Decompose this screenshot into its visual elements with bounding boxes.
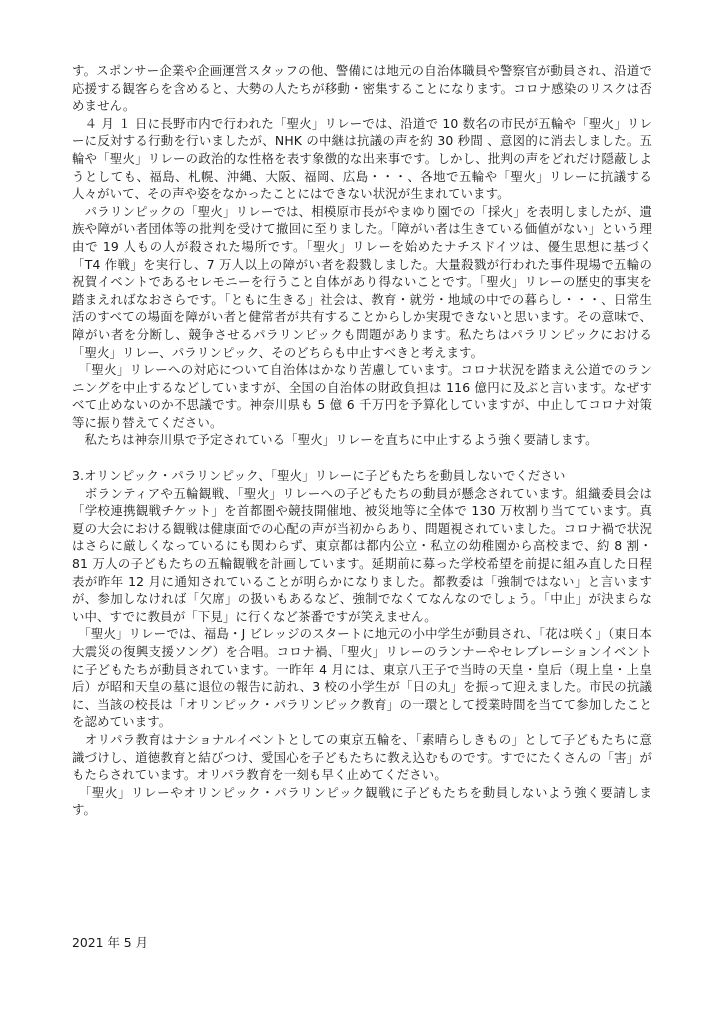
paragraph: ボランティアや五輪観戦、「聖火」リレーへの子どもたちの動員が懸念されています。組織委員会は「学校連携観戦チケット」を首都圏や競技開催地、被災地等に全体で 130 万枚割り当てています。真夏の大会における観戦は健康面での心配の声が当初からあり、問題視されていました。コロナ禍で状況はさらに厳しくなっているにも関わらず、東京都は都内公立・私立の幼稚園から高校まで、約 8 割・81 万人の子どもたちの五輪観戦を計画しています。延期前に募った学校希望を前提に組み直した日程表が昨年 12 月に通知されていることが明らかになりました。都教委は「強制ではない」と言いますが、参加しなければ「欠席」の扱いもあるなど、強制でなくてなんなのでしょう。「中止」が決まらない中、すでに教員が「下見」に行くなど茶番ですが笑えません。: [72, 485, 652, 624]
paragraph: 「聖火」リレーやオリンピック・パラリンピック観戦に子どもたちを動員しないよう強く要請します。: [72, 784, 652, 818]
paragraph: オリパラ教育はナショナルイベントとしての東京五輪を、「素晴らしきもの」として子どもたちに意識づけし、道徳教育と結びつけ、愛国心を子どもたちに教え込むものです。すでにたくさんの「害」がもたらされています。オリパラ教育を一刻も早く止めてください。: [72, 731, 652, 783]
paragraph: す。スポンサー企業や企画運営スタッフの他、警備には地元の自治体職員や警察官が動員され、沿道で応援する観客らを含めると、大勢の人たちが移動・密集することになります。コロナ感染のリスクは否めません。: [72, 63, 652, 114]
paragraph: 「聖火」リレーへの対応について自治体はかなり苦慮しています。コロナ状況を踏まえ公道でのランニングを中止するなどしていますが、全国の自治体の財政負担は 116 億円に及ぶと言います。なぜすべて止めないのか不思議です。神奈川県も 5 億 6 千万円を予算化していますが、中止してコロナ対策等に振り替えてください。: [72, 362, 652, 430]
section-spacer: [72, 449, 652, 467]
paragraph: 「聖火」リレーでは、福島・J ビレッジのスタートに地元の小中学生が動員され、「花は咲く」（東日本大震災の復興支援ソング）を合唱。コロナ禍、「聖火」リレーのランナーやセレブレーションイベントに子どもたちが動員されています。一昨年 4 月には、東京八王子で当時の天皇・皇后（現上皇・上皇后）が昭和天皇の墓に退位の報告に訪れ、3 校の小学生が「日の丸」を振って迎えました。市民の抗議に、当該の校長は「オリンピック・パラリンピック教育」の一環として授業時間を当てて参加したことを認めています。: [72, 626, 652, 730]
document-date: 2021 年 5 月: [72, 935, 149, 950]
document-body: [72, 62, 652, 819]
paragraph: パラリンピックの「聖火」リレーでは、相模原市長がやまゆり園での「採火」を表明しましたが、遺族や障がい者団体等の批判を受けて撤回に至りました。「障がい者は生きている価値がない」という理由で 19 人もの人が殺された場所です。「聖火」リレーを始めたナチスドイツは、優生思想に基づく「T4 作戦」を実行し、7 万人以上の障がい者を殺戮しました。大量殺戮が行われた事件現場で五輪の祝賀イベントであるセレモニーを行うこと自体があり得ないことです。「聖火」リレーの歴史的事実を踏まえればなおさらです。「ともに生きる」社会は、教育・就労・地域の中での暮らし・・・、日常生活のすべての場面を障がい者と健常者が共有することからしか実現できないと思います。その意味で、障がい者を分断し、競争させるパラリンピックも問題があります。私たちはパラリンピックにおける「聖火」リレー、パラリンピック、そのどちらも中止すべきと考えます。: [72, 203, 652, 360]
paragraph: 私たちは神奈川県で予定されている「聖火」リレーを直ちに中止するよう強く要請します。: [72, 432, 598, 448]
paragraph: ４ 月 １ 日に長野市内で行われた「聖火」リレーでは、沿道で 10 数名の市民が五輪や「聖火」リレーに反対する行動を行いましたが、NHK の中継は抗議の声を約 30 秒間 、意図的に消去しました。五輪や「聖火」リレーの政治的な性格を表す象徴的な出来事です。しかし、批判の声をどれだけ隠蔽しようとしても、福島、札幌、沖縄、大阪、福岡、広島・・・、各地で五輪や「聖火」リレーに抗議する人々がいて、その声や姿をなかったことにはできない状況が生まれています。: [72, 115, 652, 202]
section-heading: 3.オリンピック・パラリンピック、「聖火」リレーに子どもたちを動員しないでください: [72, 468, 566, 484]
